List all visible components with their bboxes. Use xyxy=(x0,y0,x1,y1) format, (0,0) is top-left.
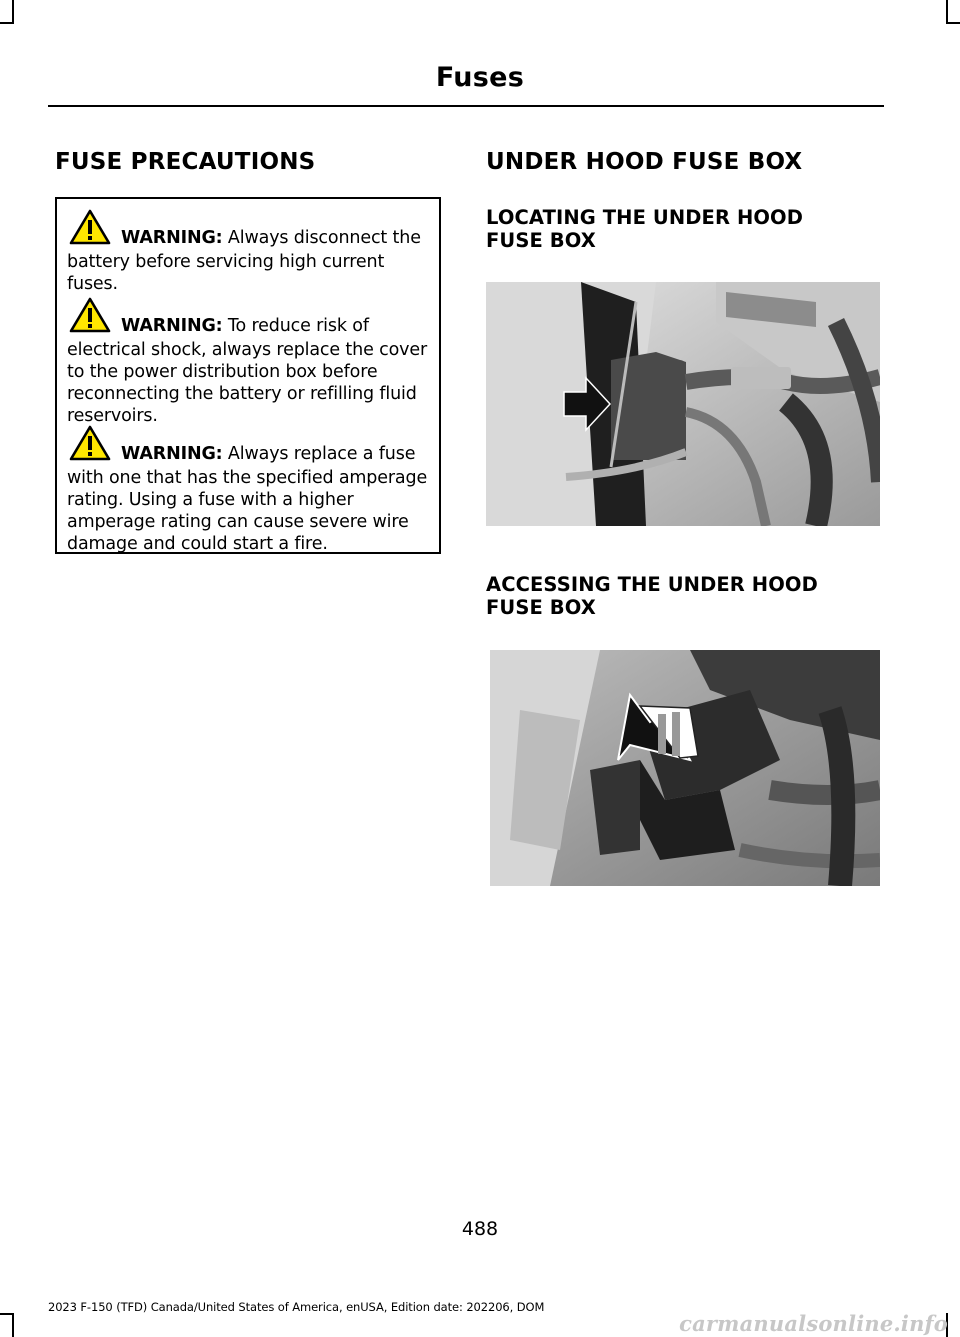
crop-mark-top-right-h xyxy=(946,22,960,24)
crop-mark-bottom-left xyxy=(12,1313,14,1337)
warning-2-text: To reduce risk of electrical shock, always replace the cover to the power distribution box before reconnecting the battery or refilling fluid reservoirs. xyxy=(67,316,428,426)
crop-mark-top-right xyxy=(946,0,948,24)
warning-triangle-icon xyxy=(69,425,111,467)
accessing-heading: ACCESSING THE UNDER HOOD FUSE BOX xyxy=(486,573,818,619)
warning-1-text: Always disconnect the battery before servicing high current fuses. xyxy=(67,228,421,294)
footer-edition: 2023 F-150 (TFD) Canada/United States of America, enUSA, Edition date: 202206, DOM xyxy=(48,1300,545,1314)
watermark[interactable]: carmanualsonline.info xyxy=(679,1311,948,1336)
warning-2 xyxy=(67,297,439,427)
header-divider xyxy=(48,105,884,107)
warning-1 xyxy=(67,209,439,295)
crop-mark-top-left-h xyxy=(0,22,14,24)
page-number: 488 xyxy=(461,1218,499,1240)
page-title: Fuses xyxy=(435,62,525,93)
warning-3-text: Always replace a fuse with one that has the specified amperage rating. Using a fuse with a higher amperage rating can cause severe wire damage and could start a fire. xyxy=(67,444,428,554)
locating-heading: LOCATING THE UNDER HOOD FUSE BOX xyxy=(486,206,804,252)
fuse-precautions-heading: FUSE PRECAUTIONS xyxy=(55,149,316,175)
crop-mark-bottom-left-h xyxy=(0,1313,14,1315)
warning-2-lead: WARNING: xyxy=(121,316,223,336)
warning-triangle-icon xyxy=(69,297,111,339)
warning-1-lead: WARNING: xyxy=(121,228,223,248)
locating-fuse-box-illustration xyxy=(486,282,880,526)
crop-mark-top-left xyxy=(12,0,14,24)
warning-3-lead: WARNING: xyxy=(121,444,223,464)
accessing-fuse-box-illustration xyxy=(490,650,880,886)
warning-triangle-icon xyxy=(69,209,111,251)
warnings-box xyxy=(55,197,441,554)
warning-3 xyxy=(67,425,439,555)
under-hood-fuse-box-heading: UNDER HOOD FUSE BOX xyxy=(486,149,803,175)
